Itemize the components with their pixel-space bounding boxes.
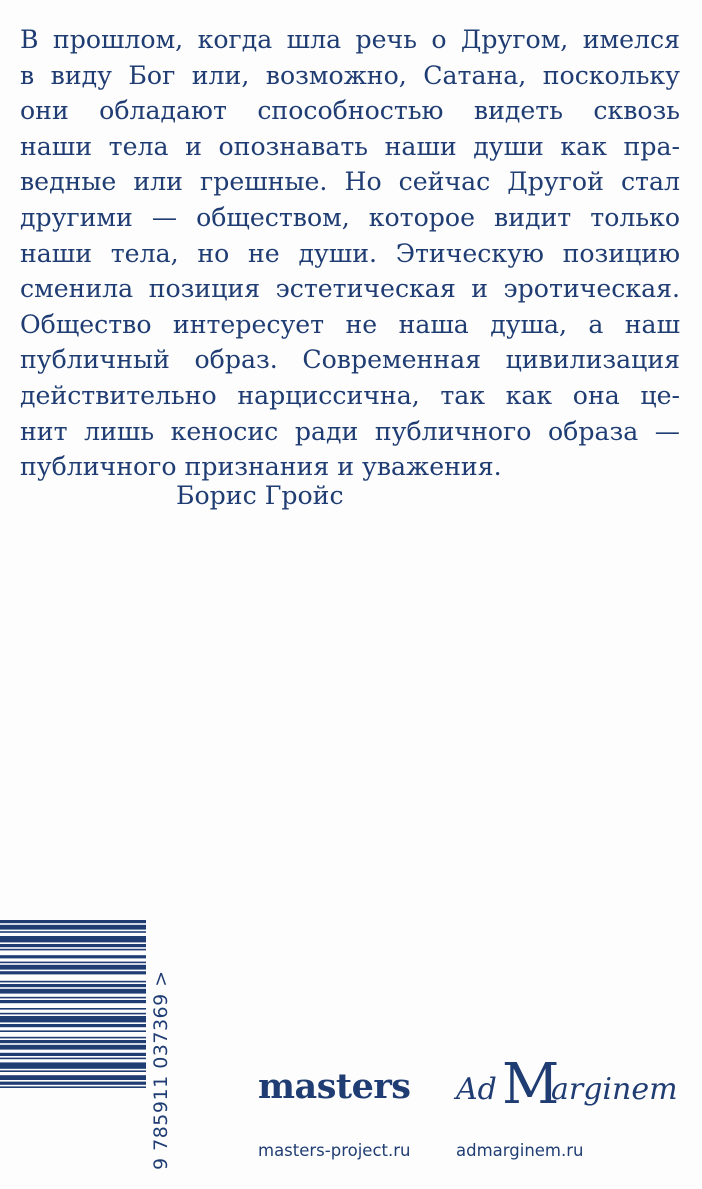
quote-line: В прошлом, когда шла речь о Другом, имелся — [20, 25, 680, 54]
barcode-bar — [0, 920, 146, 923]
barcode-bar — [0, 989, 146, 994]
quote-line: публичного признания и уважения. — [20, 452, 502, 482]
quote-line: другими — обществом, которое видит только — [20, 202, 680, 232]
barcode-bar — [0, 1075, 146, 1080]
barcode-bar — [0, 1000, 146, 1003]
masters-url: masters-project.ru — [258, 1141, 411, 1160]
barcode-bar — [0, 944, 146, 947]
barcode-bar — [0, 1037, 146, 1039]
barcode-bar — [0, 949, 146, 951]
quote-line: наши тела, но не души. Этическую позицию — [20, 238, 680, 268]
admarginem-url: admarginem.ru — [456, 1141, 584, 1160]
barcode-bar — [0, 931, 146, 933]
quote-line: действительно нарциссична, так как она це- — [20, 380, 680, 410]
barcode-bar — [0, 981, 146, 983]
barcode-bar — [0, 1013, 146, 1015]
quote-author: Борис Гройс — [176, 481, 344, 510]
admarginem-logo-m: M — [502, 1052, 560, 1117]
barcode-bar — [0, 955, 146, 958]
masters-logo: masters — [258, 1066, 411, 1107]
barcode-bar — [0, 984, 146, 987]
barcode-bar — [0, 1030, 146, 1032]
admarginem-logo-rest: arginem — [551, 1072, 678, 1107]
isbn-barcode — [0, 918, 150, 1170]
barcode-bar — [0, 1008, 146, 1010]
admarginem-logo-ad: Ad — [456, 1072, 497, 1107]
barcode-bar — [0, 1024, 146, 1027]
barcode-bar — [0, 997, 146, 999]
quote-line: в виду Бог или, возможно, Сатана, поскольку — [20, 60, 680, 90]
quote-line: нит лишь кеносис ради публичного образа — — [20, 416, 680, 446]
barcode-bar — [0, 962, 146, 964]
barcode-bar — [0, 1086, 146, 1088]
barcode-bar — [0, 1062, 146, 1068]
barcode-bar — [0, 936, 146, 942]
admarginem-logo — [456, 1052, 686, 1117]
barcode-bar — [0, 925, 146, 930]
barcode-bar — [0, 1045, 146, 1050]
barcode-bar — [0, 1016, 146, 1022]
quote-line: сменила позиция эстетическая и эротическая. — [20, 274, 680, 304]
isbn-digits — [148, 918, 174, 1170]
quote-text — [20, 22, 680, 485]
barcode-bar — [0, 1082, 146, 1085]
barcode-bar — [0, 1040, 146, 1043]
barcode-bar — [0, 1058, 146, 1060]
barcode-bar — [0, 965, 146, 970]
quote-line: Общество интересует не наша душа, а наш — [20, 309, 680, 339]
isbn-digits-text: 9 785911 037369 > — [150, 970, 172, 1170]
quote-line: наши тела и опознавать наши души как пра- — [20, 131, 680, 161]
barcode-bar — [0, 971, 146, 974]
barcode-bar — [0, 1070, 146, 1072]
quote-line: публичный образ. Современная цивилизация — [20, 345, 680, 375]
barcode-bar — [0, 1053, 146, 1056]
quote-line: ведные или грешные. Но сейчас Другой стал — [20, 167, 680, 197]
quote-line: они обладают способностью видеть сквозь — [20, 96, 680, 126]
